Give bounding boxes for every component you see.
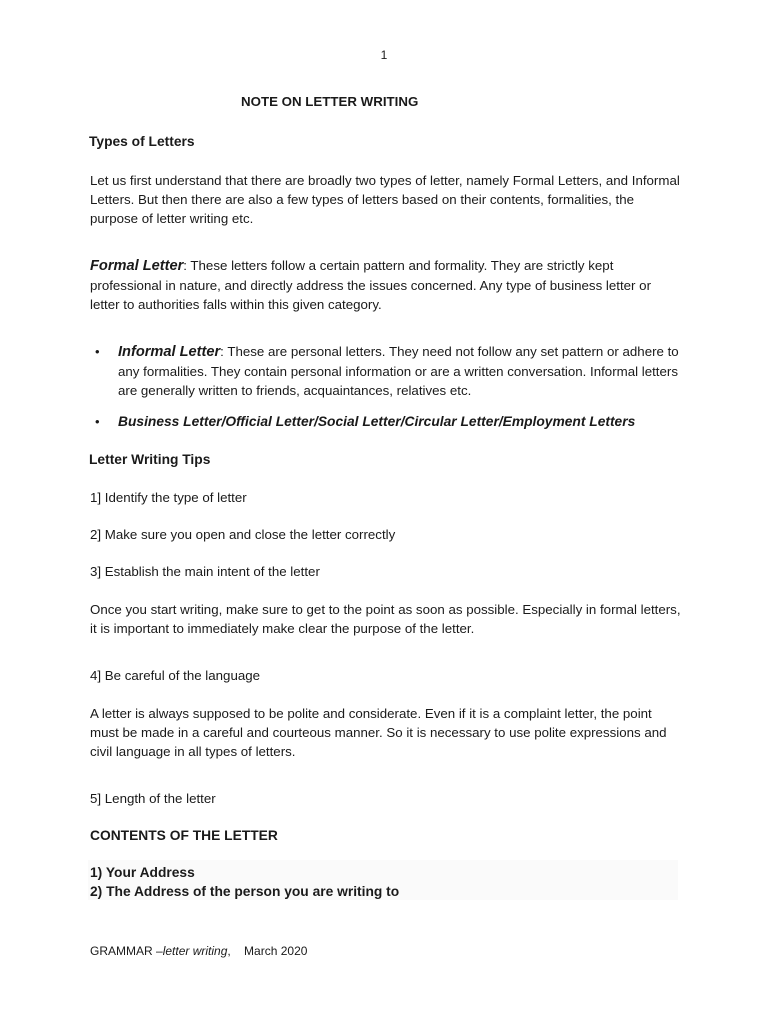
footer-suffix: , March 2020 bbox=[227, 944, 308, 958]
letter-writing-tips-heading: Letter Writing Tips bbox=[89, 452, 211, 467]
contents-item-1: 1) Your Address bbox=[90, 865, 195, 880]
contents-heading: CONTENTS OF THE LETTER bbox=[90, 828, 278, 843]
informal-letter-term: Informal Letter bbox=[118, 344, 221, 360]
footer-italic: letter writing bbox=[162, 944, 228, 958]
tip-item-3: 3] Establish the main intent of the letter bbox=[90, 564, 320, 579]
tip-item-5: 5] Length of the letter bbox=[90, 791, 216, 806]
intro-paragraph: Let us first understand that there are broadly two types of letter, namely Formal Letters, and Informal Letters. But then there are also a few types of letters based on their contents, formalities, the purpose of letter writing etc. bbox=[90, 173, 680, 226]
tip-item-1: 1] Identify the type of letter bbox=[90, 490, 247, 505]
tip-item-4: 4] Be careful of the language bbox=[90, 668, 261, 683]
types-of-letters-heading: Types of Letters bbox=[89, 134, 195, 149]
other-letter-types-term: Business Letter/Official Letter/Social Letter/Circular Letter/Employment Letters bbox=[118, 414, 636, 429]
tip3-paragraph: Once you start writing, make sure to get to the point as soon as possible. Especially in formal letters, it is important to immediately make clear the purpose of the letter. bbox=[90, 602, 681, 636]
footer-prefix: GRAMMAR – bbox=[90, 944, 163, 958]
bullet-icon: • bbox=[95, 414, 100, 429]
informal-letter-paragraph bbox=[118, 342, 682, 400]
tip-item-2: 2] Make sure you open and close the letter correctly bbox=[90, 527, 396, 542]
other-letter-types bbox=[118, 412, 682, 431]
page-number: 1 bbox=[380, 48, 388, 62]
bullet-icon: • bbox=[95, 344, 100, 359]
informal-letter-text: : These are personal letters. They need not follow any set pattern or adhere to any formalities. They contain personal information or are a written conversation. Informal letters are generally written to friends, acquaintances, relatives etc. bbox=[118, 344, 679, 398]
formal-letter-term: Formal Letter bbox=[90, 258, 184, 274]
document-title: NOTE ON LETTER WRITING bbox=[241, 94, 419, 109]
formal-letter-text: : These letters follow a certain pattern and formality. They are strictly kept professional in nature, and directly address the issues concerned. Any type of business letter or letter to authorities falls within this given category. bbox=[90, 258, 652, 312]
tip4-paragraph: A letter is always supposed to be polite and considerate. Even if it is a complaint letter, the point must be made in a careful and courteous manner. So it is necessary to use polite expressions and civil language in all types of letters. bbox=[90, 706, 667, 759]
contents-item-2: 2) The Address of the person you are writing to bbox=[90, 884, 400, 899]
page-footer bbox=[90, 942, 307, 961]
formal-letter-paragraph bbox=[90, 256, 682, 314]
